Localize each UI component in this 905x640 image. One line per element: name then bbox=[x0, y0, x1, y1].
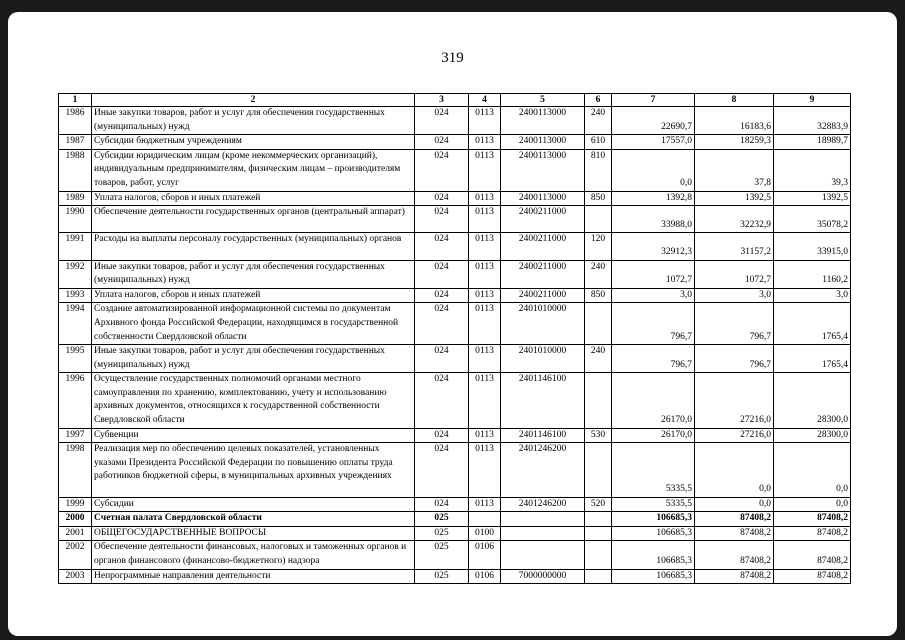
ministry-code: 024 bbox=[415, 191, 469, 206]
amount-col8: 796,7 bbox=[695, 345, 774, 373]
amount-col9: 87408,2 bbox=[774, 512, 851, 527]
ministry-code: 024 bbox=[415, 373, 469, 428]
amount-col9: 35078,2 bbox=[774, 206, 851, 233]
ministry-code: 024 bbox=[415, 345, 469, 373]
section-code: 0113 bbox=[469, 135, 501, 150]
expense-type-code bbox=[585, 541, 612, 569]
ministry-code: 024 bbox=[415, 233, 469, 260]
row-name: Иные закупки товаров, работ и услуг для обеспечения государственных (муниципальных) нужд bbox=[92, 260, 415, 288]
target-article-code bbox=[501, 512, 585, 527]
row-number: 1994 bbox=[59, 303, 92, 345]
amount-col7: 33988,0 bbox=[612, 206, 695, 233]
amount-col8: 37,8 bbox=[695, 149, 774, 191]
amount-col8: 16183,6 bbox=[695, 107, 774, 135]
row-number: 1998 bbox=[59, 443, 92, 497]
amount-col9: 28300,0 bbox=[774, 373, 851, 428]
row-number: 1999 bbox=[59, 497, 92, 512]
table-row bbox=[59, 541, 851, 569]
row-number: 2002 bbox=[59, 541, 92, 569]
amount-col8: 18259,3 bbox=[695, 135, 774, 150]
ministry-code: 025 bbox=[415, 526, 469, 541]
amount-col7: 796,7 bbox=[612, 345, 695, 373]
target-article-code bbox=[501, 541, 585, 569]
ministry-code: 025 bbox=[415, 569, 469, 584]
amount-col7: 26170,0 bbox=[612, 428, 695, 443]
amount-col8: 31157,2 bbox=[695, 233, 774, 260]
row-number: 1993 bbox=[59, 288, 92, 303]
expense-type-code bbox=[585, 526, 612, 541]
amount-col8: 87408,2 bbox=[695, 526, 774, 541]
expense-type-code bbox=[585, 206, 612, 233]
section-code: 0113 bbox=[469, 303, 501, 345]
section-code: 0106 bbox=[469, 541, 501, 569]
expense-type-code: 240 bbox=[585, 260, 612, 288]
amount-col7: 22690,7 bbox=[612, 107, 695, 135]
row-number: 1987 bbox=[59, 135, 92, 150]
row-number: 2003 bbox=[59, 569, 92, 584]
header-row bbox=[59, 94, 851, 107]
budget-table bbox=[58, 93, 851, 584]
amount-col9: 39,3 bbox=[774, 149, 851, 191]
amount-col9: 0,0 bbox=[774, 497, 851, 512]
row-number: 1989 bbox=[59, 191, 92, 206]
expense-type-code: 530 bbox=[585, 428, 612, 443]
expense-type-code bbox=[585, 303, 612, 345]
amount-col9: 87408,2 bbox=[774, 541, 851, 569]
row-name: Субсидии бюджетным учреждениям bbox=[92, 135, 415, 150]
col-header: 7 bbox=[612, 94, 695, 107]
expense-type-code: 120 bbox=[585, 233, 612, 260]
section-code: 0113 bbox=[469, 191, 501, 206]
ministry-code: 024 bbox=[415, 107, 469, 135]
amount-col8: 3,0 bbox=[695, 288, 774, 303]
ministry-code: 024 bbox=[415, 288, 469, 303]
amount-col7: 1392,8 bbox=[612, 191, 695, 206]
ministry-code: 024 bbox=[415, 149, 469, 191]
target-article-code: 2400113000 bbox=[501, 149, 585, 191]
row-name: Реализация мер по обеспечению целевых показателей, установленных указами Президента Российской Федерации по повышению оплаты труда работников бюджетной сферы, в муниципальных архивных учреждениях bbox=[92, 443, 415, 497]
ministry-code: 024 bbox=[415, 206, 469, 233]
amount-col8: 1072,7 bbox=[695, 260, 774, 288]
table-row bbox=[59, 135, 851, 150]
amount-col9: 87408,2 bbox=[774, 569, 851, 584]
amount-col9: 28300,0 bbox=[774, 428, 851, 443]
expense-type-code: 240 bbox=[585, 345, 612, 373]
row-number: 1992 bbox=[59, 260, 92, 288]
amount-col8: 27216,0 bbox=[695, 373, 774, 428]
amount-col9: 0,0 bbox=[774, 443, 851, 497]
amount-col8: 32232,9 bbox=[695, 206, 774, 233]
amount-col8: 1392,5 bbox=[695, 191, 774, 206]
row-name: Субсидии bbox=[92, 497, 415, 512]
ministry-code: 024 bbox=[415, 428, 469, 443]
amount-col7: 0,0 bbox=[612, 149, 695, 191]
expense-type-code: 850 bbox=[585, 288, 612, 303]
target-article-code: 2400211000 bbox=[501, 288, 585, 303]
expense-type-code: 810 bbox=[585, 149, 612, 191]
amount-col9: 18989,7 bbox=[774, 135, 851, 150]
target-article-code: 2400211000 bbox=[501, 206, 585, 233]
table-row bbox=[59, 373, 851, 428]
table-row bbox=[59, 569, 851, 584]
expense-type-code: 850 bbox=[585, 191, 612, 206]
row-name: Расходы на выплаты персоналу государственных (муниципальных) органов bbox=[92, 233, 415, 260]
ministry-code: 025 bbox=[415, 512, 469, 527]
amount-col9: 3,0 bbox=[774, 288, 851, 303]
table-row bbox=[59, 149, 851, 191]
amount-col7: 106685,3 bbox=[612, 541, 695, 569]
amount-col9: 1765,4 bbox=[774, 345, 851, 373]
row-number: 1997 bbox=[59, 428, 92, 443]
row-name: Обеспечение деятельности государственных органов (центральный аппарат) bbox=[92, 206, 415, 233]
section-code: 0113 bbox=[469, 497, 501, 512]
expense-type-code bbox=[585, 512, 612, 527]
amount-col8: 87408,2 bbox=[695, 541, 774, 569]
amount-col7: 796,7 bbox=[612, 303, 695, 345]
amount-col7: 5335,5 bbox=[612, 497, 695, 512]
table-row bbox=[59, 428, 851, 443]
col-header: 4 bbox=[469, 94, 501, 107]
amount-col7: 26170,0 bbox=[612, 373, 695, 428]
expense-type-code: 610 bbox=[585, 135, 612, 150]
amount-col7: 1072,7 bbox=[612, 260, 695, 288]
row-number: 1995 bbox=[59, 345, 92, 373]
row-name: Субвенции bbox=[92, 428, 415, 443]
amount-col8: 0,0 bbox=[695, 497, 774, 512]
row-name: Непрограммные направления деятельности bbox=[92, 569, 415, 584]
amount-col9: 87408,2 bbox=[774, 526, 851, 541]
amount-col8: 796,7 bbox=[695, 303, 774, 345]
table-row bbox=[59, 288, 851, 303]
section-code: 0113 bbox=[469, 206, 501, 233]
row-number: 1988 bbox=[59, 149, 92, 191]
target-article-code: 2400113000 bbox=[501, 107, 585, 135]
table-row bbox=[59, 345, 851, 373]
row-number: 1986 bbox=[59, 107, 92, 135]
ministry-code: 024 bbox=[415, 135, 469, 150]
target-article-code: 2401010000 bbox=[501, 345, 585, 373]
table-row bbox=[59, 512, 851, 527]
row-name: Уплата налогов, сборов и иных платежей bbox=[92, 191, 415, 206]
section-code: 0113 bbox=[469, 233, 501, 260]
target-article-code: 2401246200 bbox=[501, 443, 585, 497]
col-header: 8 bbox=[695, 94, 774, 107]
row-name: Осуществление государственных полномочий органами местного самоуправления по хранению, комплектованию, учету и использованию архивных документов, относящихся к государственной собственности Свердловской области bbox=[92, 373, 415, 428]
target-article-code: 2400211000 bbox=[501, 260, 585, 288]
target-article-code: 2400113000 bbox=[501, 135, 585, 150]
page-number: 319 bbox=[441, 50, 464, 66]
expense-type-code: 520 bbox=[585, 497, 612, 512]
table-row bbox=[59, 497, 851, 512]
amount-col9: 1765,4 bbox=[774, 303, 851, 345]
target-article-code: 7000000000 bbox=[501, 569, 585, 584]
section-code: 0113 bbox=[469, 345, 501, 373]
target-article-code: 2401146100 bbox=[501, 373, 585, 428]
expense-type-code: 240 bbox=[585, 107, 612, 135]
amount-col7: 32912,3 bbox=[612, 233, 695, 260]
row-name: Субсидии юридическим лицам (кроме некоммерческих организаций), индивидуальным предпринимателям, физическим лицам – производителям товаров, работ, услуг bbox=[92, 149, 415, 191]
section-code: 0113 bbox=[469, 260, 501, 288]
row-name: Иные закупки товаров, работ и услуг для обеспечения государственных (муниципальных) нужд bbox=[92, 345, 415, 373]
section-code: 0113 bbox=[469, 428, 501, 443]
table-row bbox=[59, 233, 851, 260]
row-name: Создание автоматизированной информационной системы по документам Архивного фонда Российской Федерации, находящимся в государственной собственности Свердловской области bbox=[92, 303, 415, 345]
row-number: 2001 bbox=[59, 526, 92, 541]
amount-col7: 5335,5 bbox=[612, 443, 695, 497]
amount-col8: 87408,2 bbox=[695, 569, 774, 584]
row-number: 1996 bbox=[59, 373, 92, 428]
target-article-code: 2401146100 bbox=[501, 428, 585, 443]
col-header: 5 bbox=[501, 94, 585, 107]
amount-col9: 32883,9 bbox=[774, 107, 851, 135]
amount-col8: 87408,2 bbox=[695, 512, 774, 527]
amount-col7: 106685,3 bbox=[612, 569, 695, 584]
target-article-code: 2401246200 bbox=[501, 497, 585, 512]
section-code: 0100 bbox=[469, 526, 501, 541]
row-number: 2000 bbox=[59, 512, 92, 527]
expense-type-code bbox=[585, 373, 612, 428]
amount-col8: 0,0 bbox=[695, 443, 774, 497]
target-article-code: 2401010000 bbox=[501, 303, 585, 345]
section-code bbox=[469, 512, 501, 527]
expense-type-code bbox=[585, 569, 612, 584]
col-header: 9 bbox=[774, 94, 851, 107]
target-article-code: 2400113000 bbox=[501, 191, 585, 206]
ministry-code: 024 bbox=[415, 260, 469, 288]
col-header: 1 bbox=[59, 94, 92, 107]
table-row bbox=[59, 260, 851, 288]
amount-col8: 27216,0 bbox=[695, 428, 774, 443]
table-body bbox=[59, 107, 851, 584]
amount-col9: 1392,5 bbox=[774, 191, 851, 206]
amount-col7: 106685,3 bbox=[612, 512, 695, 527]
amount-col7: 17557,0 bbox=[612, 135, 695, 150]
section-code: 0113 bbox=[469, 107, 501, 135]
row-name: Счетная палата Свердловской области bbox=[92, 512, 415, 527]
amount-col9: 1160,2 bbox=[774, 260, 851, 288]
ministry-code: 024 bbox=[415, 303, 469, 345]
table-row bbox=[59, 303, 851, 345]
row-name: Обеспечение деятельности финансовых, налоговых и таможенных органов и органов финансового (финансово-бюджетного) надзора bbox=[92, 541, 415, 569]
section-code: 0113 bbox=[469, 149, 501, 191]
col-header: 6 bbox=[585, 94, 612, 107]
row-name: ОБЩЕГОСУДАРСТВЕННЫЕ ВОПРОСЫ bbox=[92, 526, 415, 541]
ministry-code: 024 bbox=[415, 443, 469, 497]
ministry-code: 024 bbox=[415, 497, 469, 512]
section-code: 0113 bbox=[469, 373, 501, 428]
row-name: Уплата налогов, сборов и иных платежей bbox=[92, 288, 415, 303]
target-article-code bbox=[501, 526, 585, 541]
section-code: 0106 bbox=[469, 569, 501, 584]
expense-type-code bbox=[585, 443, 612, 497]
col-header: 3 bbox=[415, 94, 469, 107]
row-number: 1990 bbox=[59, 206, 92, 233]
col-header: 2 bbox=[92, 94, 415, 107]
section-code: 0113 bbox=[469, 443, 501, 497]
amount-col7: 106685,3 bbox=[612, 526, 695, 541]
row-name: Иные закупки товаров, работ и услуг для обеспечения государственных (муниципальных) нужд bbox=[92, 107, 415, 135]
table-row bbox=[59, 526, 851, 541]
table-row bbox=[59, 443, 851, 497]
ministry-code: 025 bbox=[415, 541, 469, 569]
table-row bbox=[59, 191, 851, 206]
section-code: 0113 bbox=[469, 288, 501, 303]
target-article-code: 2400211000 bbox=[501, 233, 585, 260]
amount-col7: 3,0 bbox=[612, 288, 695, 303]
row-number: 1991 bbox=[59, 233, 92, 260]
table-row bbox=[59, 107, 851, 135]
table-row bbox=[59, 206, 851, 233]
amount-col9: 33915,0 bbox=[774, 233, 851, 260]
